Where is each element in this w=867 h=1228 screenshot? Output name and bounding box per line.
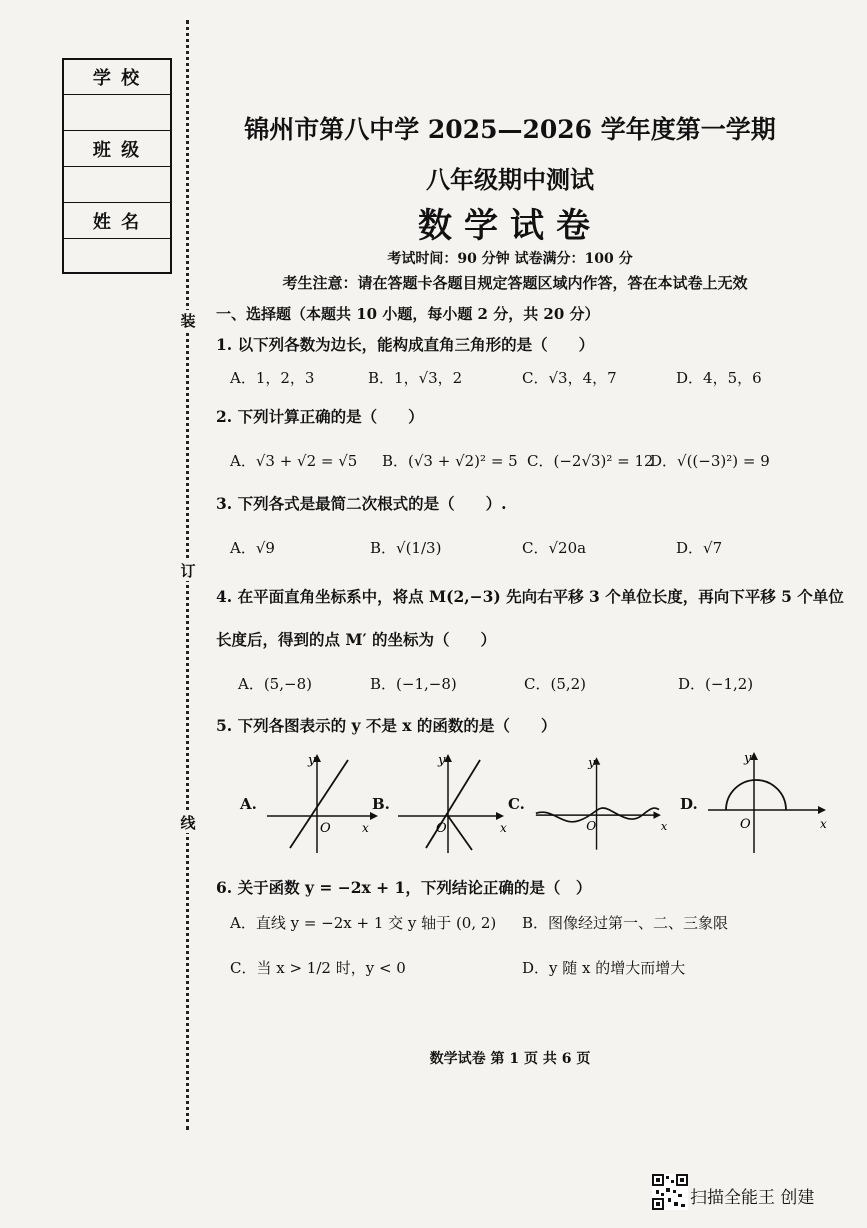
q6-option-a[interactable]: A．直线 y = −2x + 1 交 y 轴于 (0, 2) [230, 914, 497, 932]
question-1: 1. 以下列各数为边长，能构成直角三角形的是（ ） [216, 335, 595, 354]
q5b-axis-x: x [500, 821, 507, 835]
q4-option-b[interactable]: B．(−1,−8) [370, 675, 457, 693]
question-6: 6. 关于函数 y = −2x + 1，下列结论正确的是（ ） [216, 878, 592, 897]
exam-title-school: 锦州市第八中学 2025—2026 学年度第一学期 [244, 115, 776, 144]
q6-option-b[interactable]: B．图像经过第一、二、三象限 [522, 914, 729, 932]
q5c-origin: O [586, 819, 597, 834]
q5-option-d[interactable]: D. [680, 795, 698, 813]
margin-mark-zhuang: 装 [178, 310, 198, 331]
q5b-origin: O [436, 821, 447, 836]
q3-option-a[interactable]: A．√9 [230, 539, 275, 557]
page-footer: 数学试卷 第 1 页 共 6 页 [429, 1051, 591, 1067]
q2-option-a[interactable]: A．√3 + √2 = √5 [230, 452, 358, 470]
exam-title-grade: 八年级期中测试 [426, 165, 594, 194]
scanner-watermark: 扫描全能王 创建 [690, 1188, 815, 1208]
q5d-origin: O [740, 817, 751, 832]
q5a-origin: O [320, 821, 331, 836]
q1-option-a[interactable]: A．1，2，3 [230, 369, 315, 387]
q1-option-b[interactable]: B．1，√3，2 [368, 369, 463, 387]
class-field[interactable] [64, 168, 170, 203]
qr-code-icon [652, 1174, 688, 1210]
question-5: 5. 下列各图表示的 y 不是 x 的函数的是（ ） [216, 716, 557, 735]
q3-option-b[interactable]: B．√(1/3) [370, 539, 442, 557]
exam-notice: 考生注意：请在答题卡各题目规定答题区域内作答，答在本试卷上无效 [282, 274, 748, 292]
q4-option-a[interactable]: A．(5,−8) [238, 675, 312, 693]
q2-option-b[interactable]: B．(√3 + √2)² = 5 [382, 452, 518, 470]
q2-option-c[interactable]: C．(−2√3)² = 12 [527, 452, 654, 470]
margin-mark-ding: 订 [178, 560, 198, 581]
q5-graph-c [534, 748, 674, 858]
q5-option-a[interactable]: A. [240, 795, 257, 813]
question-4-line1: 4. 在平面直角坐标系中，将点 M(2,−3) 先向右平移 3 个单位长度，再向下平移 5 个单位 [216, 587, 844, 606]
school-label: 学 校 [64, 60, 170, 95]
q2-option-d[interactable]: D．√((−3)²) = 9 [650, 452, 770, 470]
q4-option-d[interactable]: D．(−1,2) [678, 675, 754, 693]
exam-title-subject: 数学试卷 [418, 206, 602, 246]
question-4-line2: 长度后，得到的点 M′ 的坐标为（ ） [216, 630, 497, 649]
margin-mark-xian: 线 [178, 812, 198, 833]
q5d-axis-y: y [744, 751, 752, 766]
q5c-axis-x: x [660, 820, 668, 834]
q5a-axis-x: x [362, 821, 369, 835]
section-heading: 一、选择题（本题共 10 小题，每小题 2 分，共 20 分） [216, 305, 600, 323]
exam-info: 考试时间：90 分钟 试卷满分：100 分 [387, 251, 633, 267]
q5-graph-d [704, 748, 844, 858]
q5d-axis-x: x [820, 817, 827, 831]
question-2: 2. 下列计算正确的是（ ） [216, 407, 424, 426]
q6-option-d[interactable]: D．y 随 x 的增大而增大 [522, 959, 686, 977]
q4-option-c[interactable]: C．(5,2) [524, 675, 587, 693]
class-label: 班 级 [64, 132, 170, 167]
q1-option-d[interactable]: D．4，5，6 [676, 369, 762, 387]
q5b-axis-y: y [438, 753, 446, 768]
q5a-axis-y: y [308, 753, 316, 768]
student-info-box [62, 58, 172, 274]
q5c-axis-y: y [588, 755, 595, 770]
school-field[interactable] [64, 96, 170, 131]
q5-option-b[interactable]: B. [372, 795, 390, 813]
q3-option-c[interactable]: C．√20a [522, 539, 587, 557]
question-3: 3. 下列各式是最简二次根式的是（ ）. [216, 494, 507, 513]
name-field[interactable] [64, 240, 170, 270]
q3-option-d[interactable]: D．√7 [676, 539, 723, 557]
name-label: 姓 名 [64, 204, 170, 239]
q5-option-c[interactable]: C. [508, 795, 525, 813]
q1-option-c[interactable]: C．√3，4，7 [522, 369, 617, 387]
q6-option-c[interactable]: C．当 x > 1/2 时，y < 0 [230, 959, 406, 977]
